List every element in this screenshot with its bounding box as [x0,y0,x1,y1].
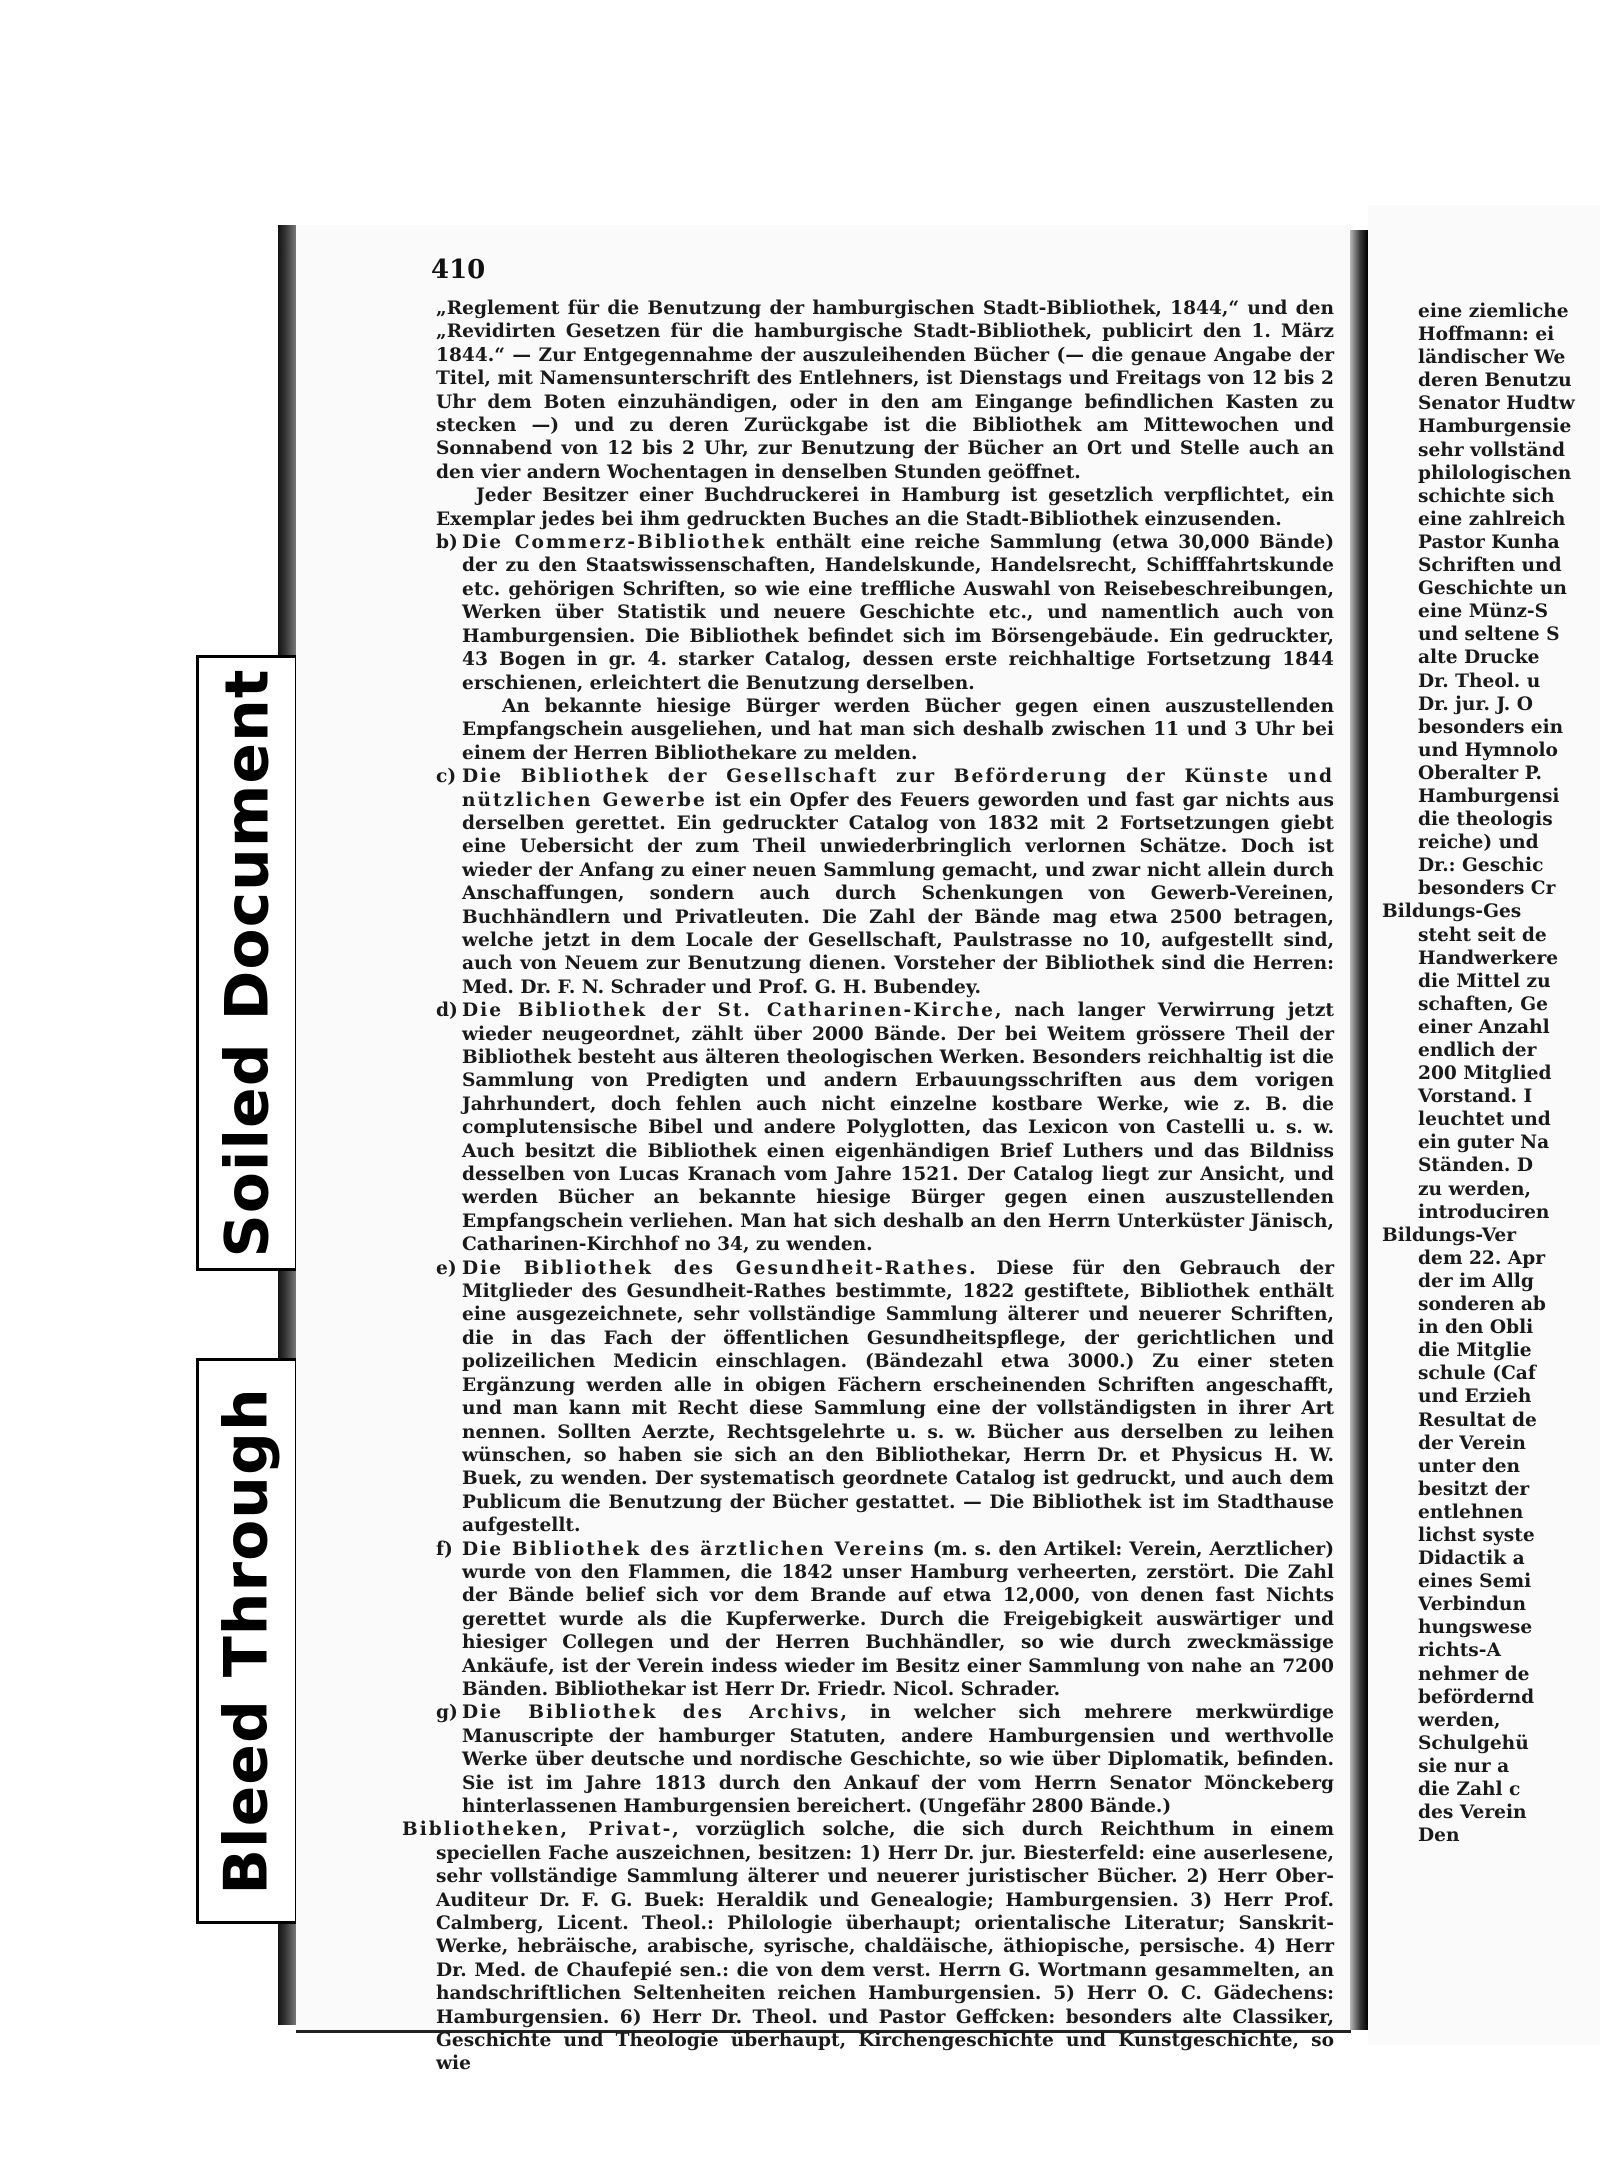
right-page-line: sehr vollständ [1418,439,1566,461]
right-page-line: befördernd [1418,1686,1535,1708]
page-edge-shadow [1350,230,1368,2030]
left-page-text [402,297,1335,2076]
closing-paragraph [402,1818,1334,2075]
right-page-line: eine zahlreich [1418,508,1566,530]
right-page-line: schule (Caf [1418,1363,1536,1385]
entry-title: Die Bibliothek des Gesundheit-Rathes. [462,1257,978,1279]
right-page-line: richts-A [1418,1640,1501,1662]
entry-body: enthält eine reiche Sammlung (etwa 30,000 Bände) der zu den Staatswissenschaften, Handelskunde, Handelsrecht, Schifffahrtskunde etc. gehörigen Schriften, so wie eine treffliche Auswahl von Reisebeschreibungen, Werken über Statistik und neuere Geschichte etc., und namentlich auch von Hamburgensien. Die Bibliothek befindet sich im Börsengebäude. Ein gedruckter, 43 Bogen in gr. 4. starker Catalog, dessen erste reichhaltige Fortsetzung 1844 erschienen, erleichtert die Benutzung derselben. [462,532,1335,694]
library-entry [436,1538,1334,1702]
opening-paragraph: Jeder Besitzer einer Buchdruckerei in Hamburg ist gesetzlich verpflichtet, ein Exemplar jedes bei ihm gedruckten Buches an die Stadt-Bibliothek einzusenden. [436,485,1334,530]
right-page-line: eine Münz-S [1418,601,1549,623]
right-page-line: ländischer We [1418,347,1566,369]
entry-text [462,1701,1334,1818]
right-page-line: besonders ein [1418,716,1564,738]
right-page-line: des Verein [1418,1802,1527,1824]
right-page-line: zu werden, [1418,1178,1532,1200]
right-page-line: der im Allg [1418,1270,1534,1292]
entry-text [462,1538,1334,1702]
entry-body: , nach langer Verwirrung jetzt wieder neugeordnet, zählt über 2000 Bände. Der bei Weitem grössere Theil der Bibliothek besteht aus älteren theologischen Werken. Besonders reichhaltig ist die Sammlung von Predigten und andern Erbauungsschriften aus dem vorigen Jahrhundert, doch fehlen auch nicht einzelne kostbare Werke, wie z. B. die complutensische Bibel und andere Polyglotten, das Lexicon von Castelli u. s. w. Auch besitzt die Bibliothek einen eigenhändigen Brief Luthers und das Bildniss desselben von Lucas Kranach vom Jahre 1521. Der Catalog liegt zur Ansicht, und werden Bücher an bekannte hiesige Bürger gegen einen auszustellenden Empfangschein verliehen. Man hat sich deshalb an den Herrn Unterküster Jänisch, Catharinen-Kirchhof no 34, zu wenden. [462,1000,1335,1256]
right-page-line: Dr. jur. J. O [1418,693,1533,715]
library-entries [436,531,1334,1818]
right-page-line: Didactik a [1418,1548,1525,1570]
right-page-line: Den [1418,1825,1460,1847]
right-page-line: der Verein [1418,1432,1526,1454]
right-page-line: Verbindun [1418,1594,1526,1616]
right-page-line: nehmer de [1418,1663,1530,1685]
right-page-line: hungswese [1418,1617,1533,1639]
right-page-line: Schriften und [1418,555,1562,577]
right-page-line: deren Benutzu [1418,370,1572,392]
right-page-line: dem 22. Apr [1418,1247,1546,1269]
right-page-line: steht seit de [1418,924,1547,946]
entry-body: ist ein Opfer des Feuers geworden und fast gar nichts aus derselben gerettet. Ein gedruckter Catalog von 1832 mit 2 Fortsetzungen giebt eine Uebersicht der zum Theil unwiederbringlich verlornen Schätze. Doch ist wieder der Anfang zu einer neuen Sammlung gemacht, und zwar nicht allein durch Anschaffungen, sondern auch durch Schenkungen von Gewerb-Vereinen, Buchhändlern und Privatleuten. Die Zahl der Bände mag etwa 2500 betragen, welche jetzt in dem Locale der Gesellschaft, Paulstrasse no 10, aufgestellt sind, auch von Neuem zur Benutzung dienen. Vorsteher der Bibliothek sind die Herren: Med. Dr. F. N. Schrader und Prof. G. H. Bubendey. [462,789,1334,998]
right-page-line: Handwerkere [1418,947,1559,969]
right-page-line: Pastor Kunha [1418,531,1560,553]
entry-note: An bekannte hiesige Bürger werden Bücher gegen einen auszustellenden Empfangschein ausgeliehen, und hat man sich deshalb zwischen 11 und 3 Uhr bei einem der Herren Bibliothekare zu melden. [462,695,1334,764]
closing-title: Bibliotheken, Privat- [402,1819,673,1841]
entry-label: b) [436,532,458,554]
right-page-line: die theologis [1418,809,1553,831]
right-page [1368,205,1600,2045]
right-page-line: einer Anzahl [1418,1016,1550,1038]
right-page-line: schichte sich [1418,485,1555,507]
entry-title: Die Bibliothek der St. Catharinen-Kirche [462,1000,995,1022]
right-page-line: endlich der [1418,1040,1537,1061]
page-number: 410 [431,255,486,285]
right-page-line: in den Obli [1418,1317,1534,1339]
entry-text [462,999,1334,1256]
closing-text: , vorzüglich solche, die sich durch Reichthum in einem speciellen Fache auszeichnen, besitzen: 1) Herr Dr. jur. Biesterfeld: eine auserlesene, sehr vollständige Sammlung älterer und neuerer juristischer Bücher. 2) Herr Ober-Auditeur Dr. F. G. Buek: Heraldik und Genealogie; Hamburgensien. 3) Herr Prof. Calmberg, Licent. Theol.: Philologie überhaupt; orientalische Literatur; Sanskrit-Werke, hebräische, arabische, syrische, chaldäische, äthiopische, persische. 4) Herr Dr. Med. de Chaufepié sen.: die von dem verst. Herrn G. Wortmann gesammelten, an handschriftlichen Seltenheiten reichen Hamburgensien. 5) Herr O. C. Gädechens: Hamburgensien. 6) Herr Dr. Theol. und Pastor Geffcken: besonders alte Classiker, Geschichte und Theologie überhaupt, Kirchengeschichte und Kunstgeschichte, so wie [436,1819,1334,2075]
right-page-line: und seltene S [1418,624,1560,646]
right-page-line: und Erzieh [1418,1386,1532,1408]
right-page-line: Senator Hudtw [1418,393,1575,415]
entry-title: Die Bibliothek des ärztlichen Vereins [462,1538,926,1560]
entry-body: , in welcher sich mehrere merkwürdige Manuscripte der hamburger Statuten, andere Hamburgensien und werthvolle Werke über deutsche und nordische Geschichte, so wie über Diplomatik, befinden. Sie ist im Jahre 1813 durch den Ankauf der vom Herrn Senator Mönckeberg hinterlassenen Hamburgensien bereichert. (Ungefähr 2800 Bände.) [462,1702,1335,1817]
opening-paragraph: „Reglement für die Benutzung der hamburgischen Stadt-Bibliothek, 1844,“ und den „Revidirten Gesetzen für die hamburgische Stadt-Bibliothek, publicirt den 1. März 1844.“ — Zur Entgegennahme der auszuleihenden Bücher (— die genaue Angabe der Titel, mit Namensunterschrift des Entlehners, ist Dienstags und Freitags von 12 bis 2 Uhr dem Boten einzuhändigen, oder in den am Eingange befindlichen Kasten zu stecken —) und zu deren Zurückgabe ist die Bibliothek am Mittewochen und Sonnabend von 12 bis 2 Uhr, zur Benutzung der Bücher an Ort und Stelle auch an den vier andern Wochentagen in denselben Stunden geöffnet. [436,298,1334,483]
right-page-line: werden, [1418,1709,1501,1731]
entry-title: Die Bibliothek des Archivs [462,1702,841,1724]
right-page-line: reiche) und [1418,832,1539,854]
right-page-line: Hoffmann: ei [1418,324,1555,346]
right-page-line: Dr.: Geschic [1418,855,1544,877]
right-page-line: besitzt der [1418,1478,1530,1500]
right-page-line: Bildungs-Ges [1382,901,1522,923]
entry-title: Die Commerz-Bibliothek [462,532,767,554]
right-page-line: die Zahl c [1418,1779,1521,1800]
soiled-document-label: Soiled Document [212,668,283,1258]
entry-text [462,531,1334,695]
right-page-line: Dr. Theol. u [1418,670,1541,692]
right-page-line: Resultat de [1418,1409,1537,1431]
entry-label: g) [436,1702,458,1724]
right-page-line: die Mittel zu [1418,970,1551,992]
right-page-line: besonders Cr [1418,878,1556,900]
right-page-line: sonderen ab [1418,1294,1546,1316]
right-page-line: Schulgehü [1418,1732,1529,1754]
right-page-line: ein guter Na [1418,1132,1550,1154]
right-page-line: die Mitglie [1418,1340,1532,1362]
right-page-line: eine ziemliche [1418,301,1569,322]
right-page-line: Geschichte un [1418,578,1567,600]
entry-body: (m. s. den Artikel: Verein, Aerztlicher) wurde von den Flammen, die 1842 unser Hamburg verheerten, zerstört. Die Zahl der Bände belief sich vor dem Brande auf etwa 12,000, von denen fast Nichts gerettet wurde als die Kupferwerke. Durch die Freigebigkeit auswärtiger und hiesiger Collegen und der Herren Buchhändler, so wie durch zweckmässige Ankäufe, ist der Verein indess wieder im Besitz einer Sammlung von nahe an 7200 Bänden. Bibliothekar ist Herr Dr. Friedr. Nicol. Schrader. [462,1538,1334,1700]
right-page-line: Vorstand. I [1418,1086,1533,1108]
right-page-line: unter den [1418,1455,1521,1477]
right-page-line: und Hymnolo [1418,739,1558,761]
right-page-line: Hamburgensi [1418,785,1560,807]
right-page-line: leuchtet und [1418,1109,1551,1131]
right-page-line: lichst syste [1418,1524,1535,1546]
right-page-line: alte Drucke [1418,647,1540,669]
entry-text [462,1257,1334,1538]
entry-label: e) [436,1257,457,1279]
entry-label: f) [436,1538,453,1560]
entry-body: Diese für den Gebrauch der Mitglieder des Gesundheit-Rathes bestimmte, 1822 gestiftete, Bibliothek enthält eine ausgezeichnete, sehr vollständige Sammlung älterer und neuerer Schriften, die in das Fach der öffentlichen Gesundheitspflege, der gerichtlichen und polizeilichen Medicin einschlagen. (Bändezahl etwa 3000.) Zu einer steten Ergänzung werden alle in obigen Fächern erscheinenden Schriften angeschafft, und man kann mit Recht diese Sammlung eine der vollständigsten in ihrer Art nennen. Sollten Aerzte, Rechtsgelehrte u. s. w. Bücher aus derselben zu leihen wünschen, so haben sie sich an den Bibliothekar, Herrn Dr. et Physicus H. W. Buek, zu wenden. Der systematisch geordnete Catalog ist gedruckt, und auch dem Publicum die Benutzung der Bücher gestattet. — Die Bibliothek ist im Stadthause aufgestellt. [462,1257,1334,1537]
right-page-line: introduciren [1418,1201,1550,1223]
right-page-line: schaften, Ge [1418,993,1548,1015]
right-page-line: entlehnen [1418,1501,1524,1523]
soiled-document-notice [196,655,298,1271]
right-page-line: 200 Mitglied [1418,1063,1552,1085]
entry-label: d) [436,1000,458,1022]
bleed-through-label: Bleed Through [212,1387,283,1895]
bleed-through-notice [196,1358,298,1924]
library-entry [436,999,1334,1256]
library-entry [436,531,1334,765]
right-page-line: philologischen [1418,462,1572,484]
left-page [296,225,1351,2075]
right-page-line: sie nur a [1418,1755,1510,1777]
entry-title: Die Bibliothek der Gesellschaft zur Beförderung der Künste und nützlichen Gewerbe [462,766,1334,811]
library-entry [436,1701,1334,1818]
entry-text [462,765,1334,999]
library-entry [436,1257,1334,1538]
right-page-line: Ständen. D [1418,1155,1534,1177]
right-page-line: Oberalter P. [1418,762,1542,784]
library-entry [436,765,1334,999]
entry-label: c) [436,766,457,788]
right-page-line: eines Semi [1418,1571,1532,1593]
right-page-line: Hamburgensie [1418,416,1572,438]
right-page-line: Bildungs-Ver [1382,1224,1517,1246]
right-page-text [1382,300,1600,1847]
